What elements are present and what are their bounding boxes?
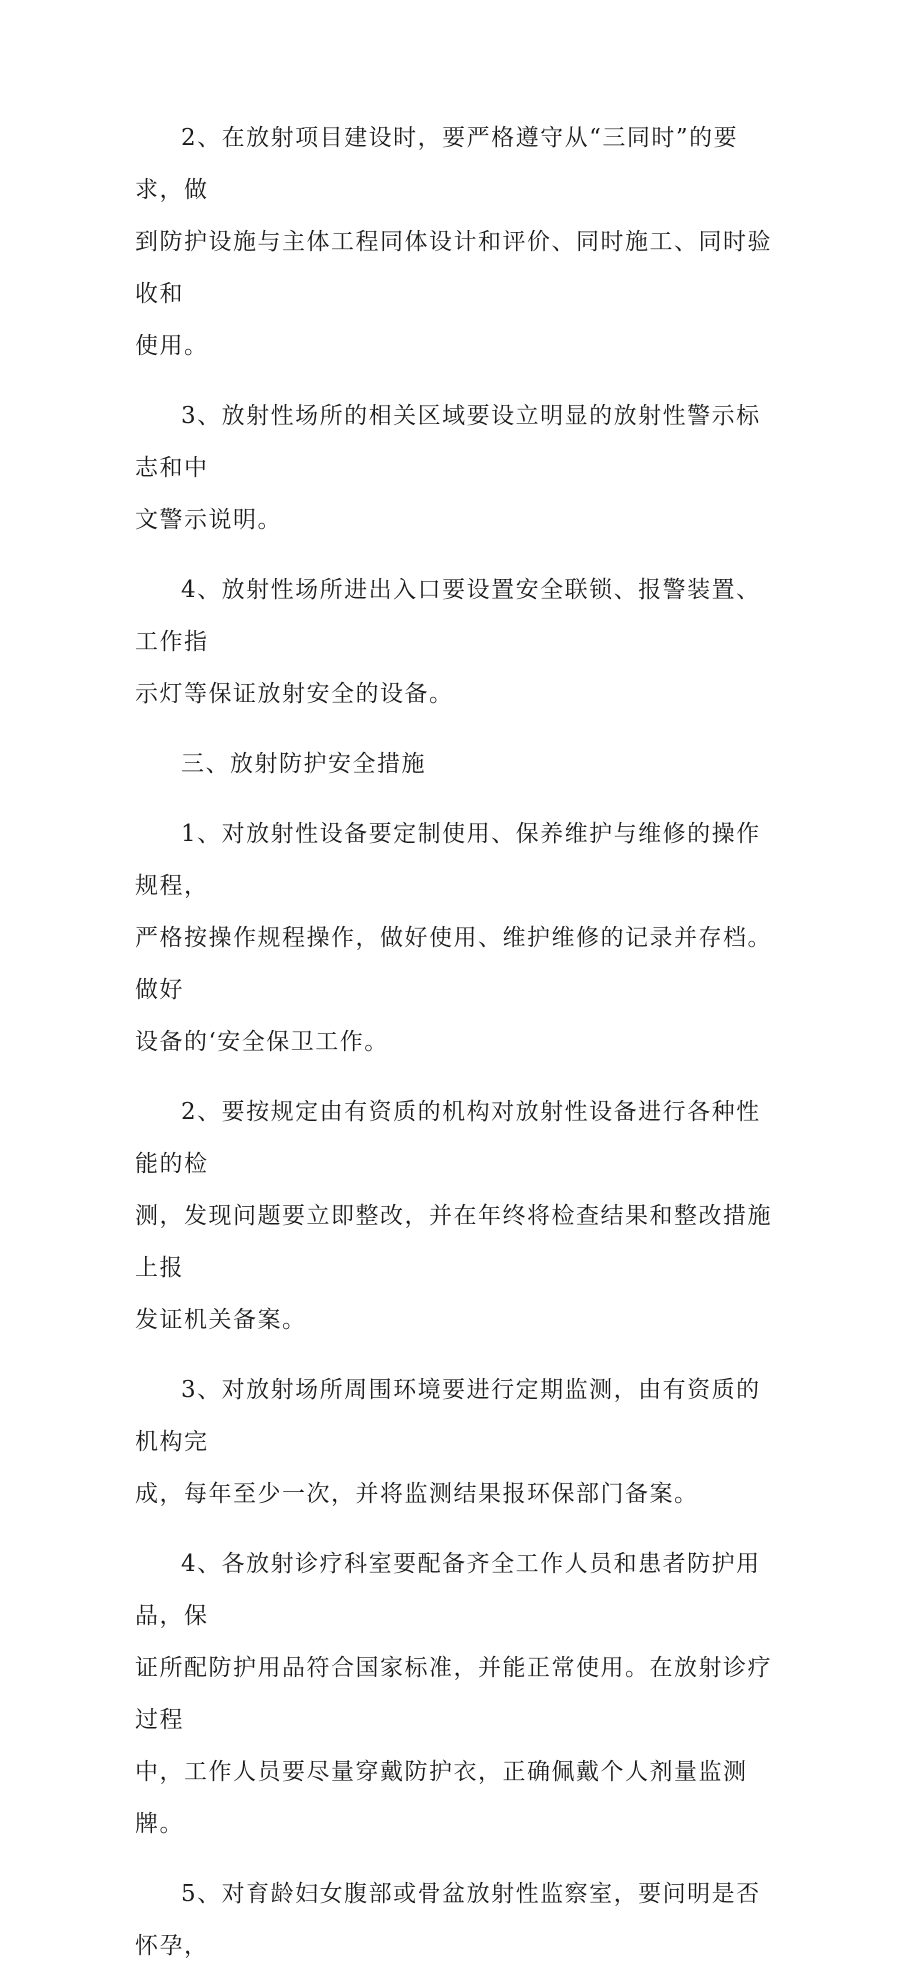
text-line: 中，工作人员要尽量穿戴防护衣，正确佩戴个人剂量监测牌。 [135, 1759, 748, 1837]
text-line: 示灯等保证放射安全的设备。 [135, 681, 454, 707]
text-line: 证所配防护用品符合国家标准，并能正常使用。在放射诊疗过程 [135, 1655, 772, 1733]
paragraph-3-warning-signs [135, 390, 785, 546]
section-heading: 三、放射防护安全措施 [181, 751, 426, 777]
text-line: 3、放射性场所的相关区域要设立明显的放射性警示标志和中 [135, 403, 761, 481]
text-line: 严格按操作规程操作，做好使用、维护维修的记录并存档。做好 [135, 925, 772, 1003]
text-line: 4、放射性场所进出入口要设置安全联锁、报警装置、工作指 [135, 577, 761, 655]
paragraph-2-construction [135, 112, 785, 372]
paragraph-5-pregnancy-check [135, 1868, 785, 1972]
text-line: 5、对育龄妇女腹部或骨盆放射性监察室，要问明是否怀孕， [135, 1881, 761, 1959]
text-line: 2、在放射项目建设时，要严格遵守从“三同时”的要求，做 [135, 125, 739, 203]
text-line: 发证机关备案。 [135, 1307, 307, 1333]
paragraph-2-inspection [135, 1086, 785, 1346]
text-line: 到防护设施与主体工程同体设计和评价、同时施工、同时验收和 [135, 229, 772, 307]
text-line: 4、各放射诊疗科室要配备齐全工作人员和患者防护用品，保 [135, 1551, 761, 1629]
text-line: 文警示说明。 [135, 507, 282, 533]
paragraph-4-interlocks [135, 564, 785, 720]
text-line: 3、对放射场所周围环境要进行定期监测，由有资质的机构完 [135, 1377, 761, 1455]
text-line: 测，发现问题要立即整改，并在年终将检查结果和整改措施上报 [135, 1203, 772, 1281]
text-line: 设备的‘安全保卫工作。 [135, 1029, 389, 1055]
text-line: 2、要按规定由有资质的机构对放射性设备进行各种性能的检 [135, 1099, 761, 1177]
paragraph-4-protective-equipment [135, 1538, 785, 1850]
text-line: 成，每年至少一次，并将监测结果报环保部门备案。 [135, 1481, 699, 1507]
text-line: 1、对放射性设备要定制使用、保养维护与维修的操作规程， [135, 821, 761, 899]
text-line: 使用。 [135, 333, 209, 359]
section-heading-safety-measures [135, 738, 785, 790]
paragraph-1-operating-rules [135, 808, 785, 1068]
document-body [135, 112, 785, 1972]
paragraph-3-environment-monitoring [135, 1364, 785, 1520]
